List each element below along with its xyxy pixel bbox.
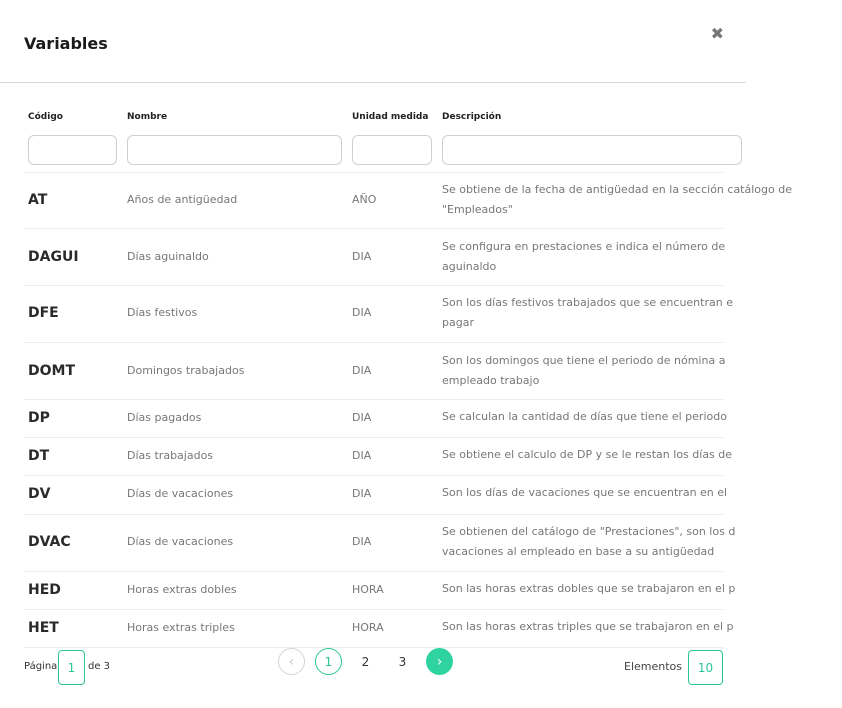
row-name: Domingos trabajados: [127, 364, 245, 377]
row-description: Son los días festivos trabajados que se encuentran e pagar: [442, 296, 733, 329]
column-header-name[interactable]: Nombre: [127, 112, 168, 122]
unit-filter-input[interactable]: [352, 135, 432, 165]
total-pages-label: de 3: [88, 661, 111, 672]
row-description: Son los días de vacaciones que se encuentran en el: [442, 486, 728, 499]
table-row[interactable]: [24, 476, 728, 515]
close-icon[interactable]: ✖: [710, 24, 724, 43]
row-name: Días de vacaciones: [127, 487, 234, 500]
row-name: Días de vacaciones: [127, 535, 234, 548]
row-unit: DIA: [352, 364, 372, 377]
description-filter-input[interactable]: [442, 135, 742, 165]
row-code: AT: [28, 192, 48, 208]
pagination-footer: [0, 640, 746, 700]
chevron-right-icon[interactable]: ›: [426, 648, 453, 675]
table-row[interactable]: [24, 572, 736, 610]
row-unit: DIA: [352, 535, 372, 548]
row-description: Son las horas extras dobles que se trabajaron en el p: [442, 582, 736, 595]
row-code: DFE: [28, 305, 59, 321]
column-header-unit[interactable]: Unidad medida: [352, 112, 429, 122]
row-description: Se configura en prestaciones e indica el número de aguinaldo: [442, 240, 726, 273]
row-code: DT: [28, 448, 50, 464]
column-header-code[interactable]: Código: [28, 112, 63, 122]
row-code: DV: [28, 486, 51, 502]
table-row[interactable]: [24, 515, 736, 572]
row-name: Días aguinaldo: [127, 250, 209, 263]
elements-per-page-input[interactable]: 10: [688, 650, 723, 685]
current-page-input[interactable]: 1: [58, 650, 85, 685]
page-button-1[interactable]: 1: [315, 648, 342, 675]
table-body: [24, 172, 792, 648]
row-code: DVAC: [28, 534, 71, 550]
elements-label: Elementos: [624, 660, 683, 673]
row-code: DAGUI: [28, 249, 79, 265]
page-label: Página: [24, 661, 58, 672]
row-code: HET: [28, 620, 59, 636]
row-name: Horas extras dobles: [127, 583, 237, 596]
row-description: Se calculan la cantidad de días que tiene el periodo: [442, 410, 727, 423]
row-description: Se obtiene de la fecha de antigüedad en la sección catálogo de "Empleados": [442, 183, 792, 216]
table-row[interactable]: [24, 286, 733, 343]
row-unit: DIA: [352, 487, 372, 500]
table-row[interactable]: [24, 172, 792, 229]
row-name: Días pagados: [127, 411, 202, 424]
modal-title: Variables: [24, 34, 108, 53]
row-code: DP: [28, 410, 50, 426]
page-button-2[interactable]: 2: [361, 654, 370, 669]
row-code: DOMT: [28, 363, 76, 379]
row-name: Días festivos: [127, 306, 198, 319]
table-row[interactable]: [24, 343, 726, 400]
row-unit: DIA: [352, 250, 372, 263]
row-unit: AÑO: [352, 193, 377, 206]
row-name: Años de antigüedad: [127, 193, 238, 206]
chevron-left-icon[interactable]: ‹: [278, 648, 305, 675]
row-unit: HORA: [352, 583, 384, 596]
row-unit: DIA: [352, 449, 372, 462]
variables-table: [24, 106, 792, 636]
modal-header: [0, 0, 746, 83]
name-filter-input[interactable]: [127, 135, 342, 165]
column-header-description[interactable]: Descripción: [442, 112, 502, 122]
code-filter-input[interactable]: [28, 135, 117, 165]
row-code: HED: [28, 582, 61, 598]
row-unit: DIA: [352, 411, 372, 424]
row-description: Son los domingos que tiene el periodo de nómina a empleado trabajo: [442, 354, 726, 387]
row-description: Se obtiene el calculo de DP y se le restan los días de: [442, 448, 733, 461]
page-button-3[interactable]: 3: [398, 654, 407, 669]
table-row[interactable]: [24, 400, 727, 438]
row-name: Horas extras triples: [127, 621, 235, 634]
table-row[interactable]: [24, 438, 733, 476]
row-description: Se obtienen del catálogo de "Prestaciones", son los d vacaciones al empleado en base a su antigüedad: [442, 525, 736, 558]
row-description: Son las horas extras triples que se trabajaron en el p: [442, 620, 734, 633]
row-name: Días trabajados: [127, 449, 214, 462]
row-unit: HORA: [352, 621, 384, 634]
table-row[interactable]: [24, 229, 726, 286]
row-unit: DIA: [352, 306, 372, 319]
